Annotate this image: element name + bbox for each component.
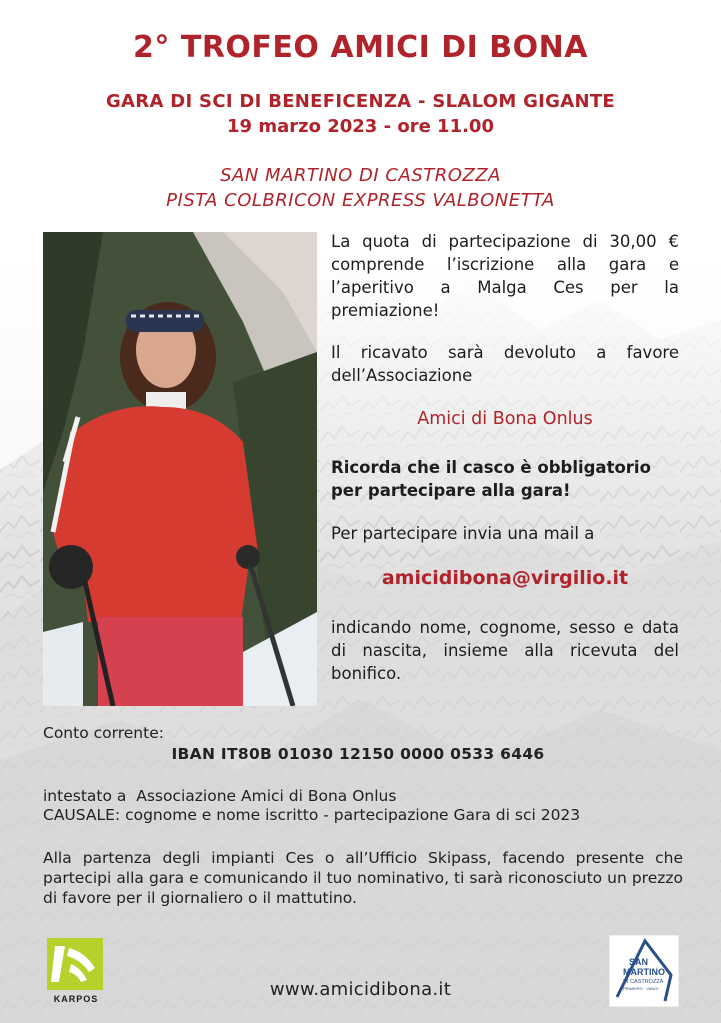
- event-track: PISTA COLBRICON EXPRESS VALBONETTA: [166, 190, 555, 211]
- san-martino-logo: [609, 935, 679, 1007]
- smc-logo-line3: DI CASTROZZA: [623, 979, 664, 985]
- karpos-logo: [45, 938, 107, 1006]
- contact-email-link[interactable]: amicidibona@virgilio.it: [381, 567, 629, 589]
- account-holder: intestato a Associazione Amici di Bona Onlus: [43, 787, 397, 805]
- iban-value: IBAN IT80B 01030 12150 0000 0533 6446: [171, 745, 545, 763]
- skier-photo: [43, 232, 317, 706]
- smc-logo-line1: SAN: [629, 957, 649, 967]
- karpos-logo-text: KARPOS: [53, 994, 99, 1004]
- helmet-warning: Ricorda che il casco è obbligatorio per partecipare alla gara!: [331, 458, 651, 500]
- event-date: 19 marzo 2023 - ore 11.00: [227, 116, 494, 137]
- participation-fee-text: La quota di partecipazione di 30,00 € comprende l’iscrizione alla gara e l’aperitivo a Malga Ces per la premiazione!: [331, 232, 679, 320]
- account-label: Conto corrente:: [43, 724, 164, 742]
- event-subtitle: GARA DI SCI DI BENEFICENZA - SLALOM GIGANTE: [105, 91, 616, 112]
- email-details-text: indicando nome, cognome, sesso e data di nascita, insieme alla ricevuta del bonifico.: [331, 618, 679, 683]
- email-intro: Per partecipare invia una mail a: [331, 524, 595, 543]
- smc-logo-line4: PRIMIERO · VANOI: [623, 986, 659, 991]
- association-name: Amici di Bona Onlus: [417, 409, 593, 429]
- page-title: 2° TROFEO AMICI DI BONA: [133, 30, 588, 65]
- payment-reason: CAUSALE: cognome e nome iscritto - partecipazione Gara di sci 2023: [43, 806, 581, 824]
- event-location: SAN MARTINO DI CASTROZZA: [220, 165, 501, 186]
- website-link[interactable]: www.amicidibona.it: [269, 979, 452, 1000]
- proceeds-text: Il ricavato sarà devoluto a favore dell’Associazione: [331, 343, 679, 385]
- smc-logo-line2: MARTINO: [623, 967, 665, 977]
- skipass-note: Alla partenza degli impianti Ces o all’Ufficio Skipass, facendo presente che partecipi alla gara e comunicando il tuo nominativo, ti sarà riconosciuto un prezzo di favore per il giornaliero o il mattutino.: [43, 849, 683, 907]
